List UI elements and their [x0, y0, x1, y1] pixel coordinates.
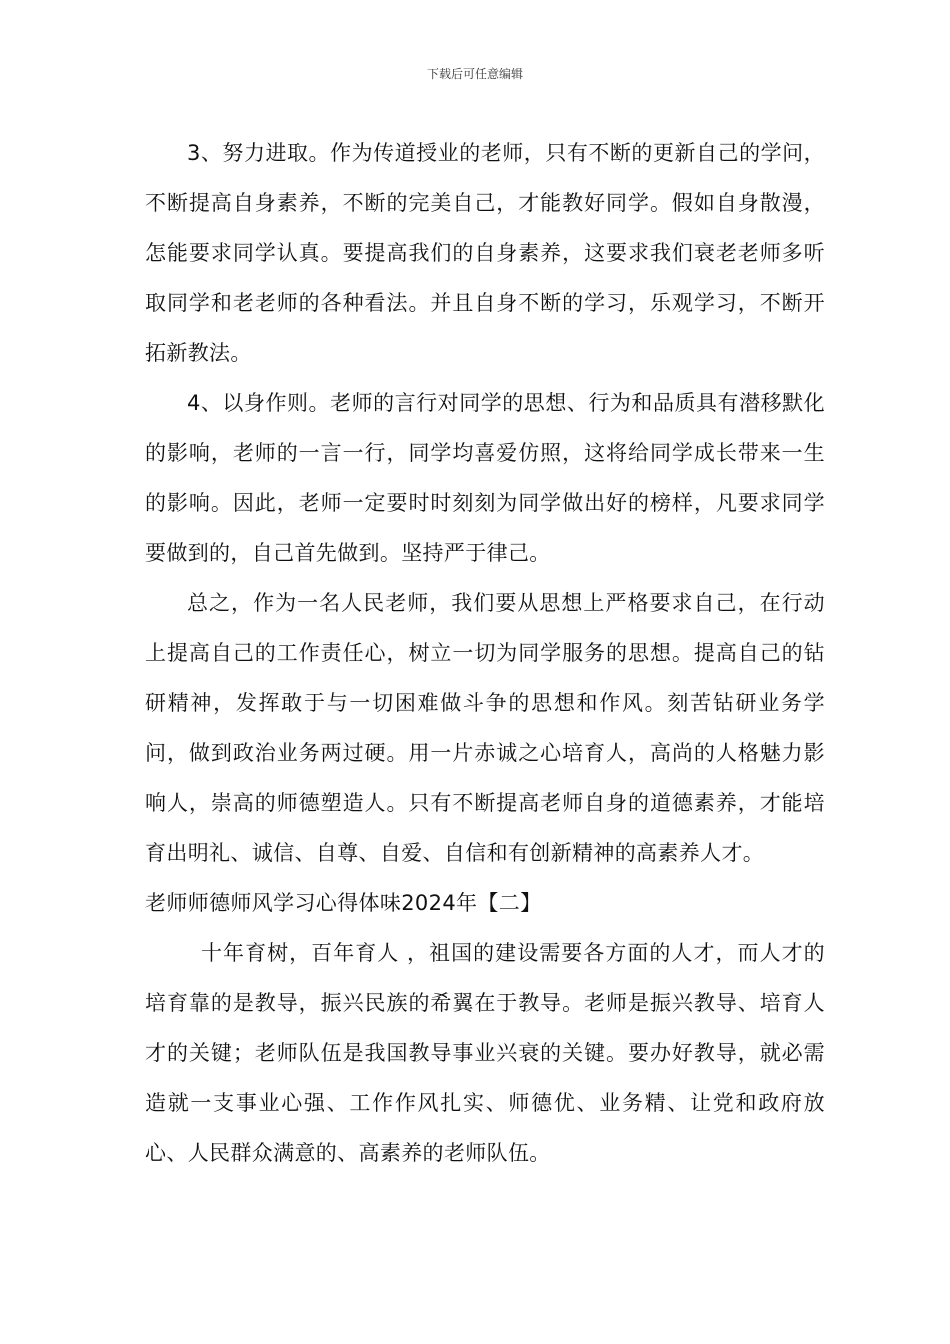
document-body	[145, 128, 825, 1178]
paragraph-section-2-intro: 十年育树，百年育人 ，祖国的建设需要各方面的人才，而人才的培育靠的是教导，振兴民族的希翼在于教导。老师是振兴教导、培育人才的关键；老师队伍是我国教导事业兴衰的关键。要办好教导，就必需造就一支事业心强、工作作风扎实、师德优、业务精、让党和政府放心、人民群众满意的、高素养的老师队伍。	[145, 941, 825, 1165]
page-header-note: 下载后可任意编辑	[426, 67, 523, 81]
paragraph-summary: 总之，作为一名人民老师，我们要从思想上严格要求自己，在行动上提高自己的工作责任心，树立一切为同学服务的思想。提高自己的钻研精神，发挥敢于与一切困难做斗争的思想和作风。刻苦钻研业务学问，做到政治业务两过硬。用一片赤诚之心培育人，高尚的人格魅力影响人，崇高的师德塑造人。只有不断提高老师自身的道德素养，才能培育出明礼、诚信、自尊、自爱、自信和有创新精神的高素养人才。	[145, 591, 825, 865]
paragraph-point-4: 4、以身作则。老师的言行对同学的思想、行为和品质具有潜移默化的影响，老师的一言一行，同学均喜爱仿照，这将给同学成长带来一生的影响。因此，老师一定要时时刻刻为同学做出好的榜样，凡要求同学要做到的，自己首先做到。坚持严于律己。	[145, 391, 825, 565]
paragraph-point-3: 3、努力进取。作为传道授业的老师，只有不断的更新自己的学问，不断提高自身素养，不断的完美自己，才能教好同学。假如自身散漫，怎能要求同学认真。要提高我们的自身素养，这要求我们衰老老师多听取同学和老老师的各种看法。并且自身不断的学习，乐观学习，不断开拓新教法。	[145, 141, 825, 365]
section-heading: 老师师德师风学习心得体味2024年【二】	[145, 891, 542, 915]
